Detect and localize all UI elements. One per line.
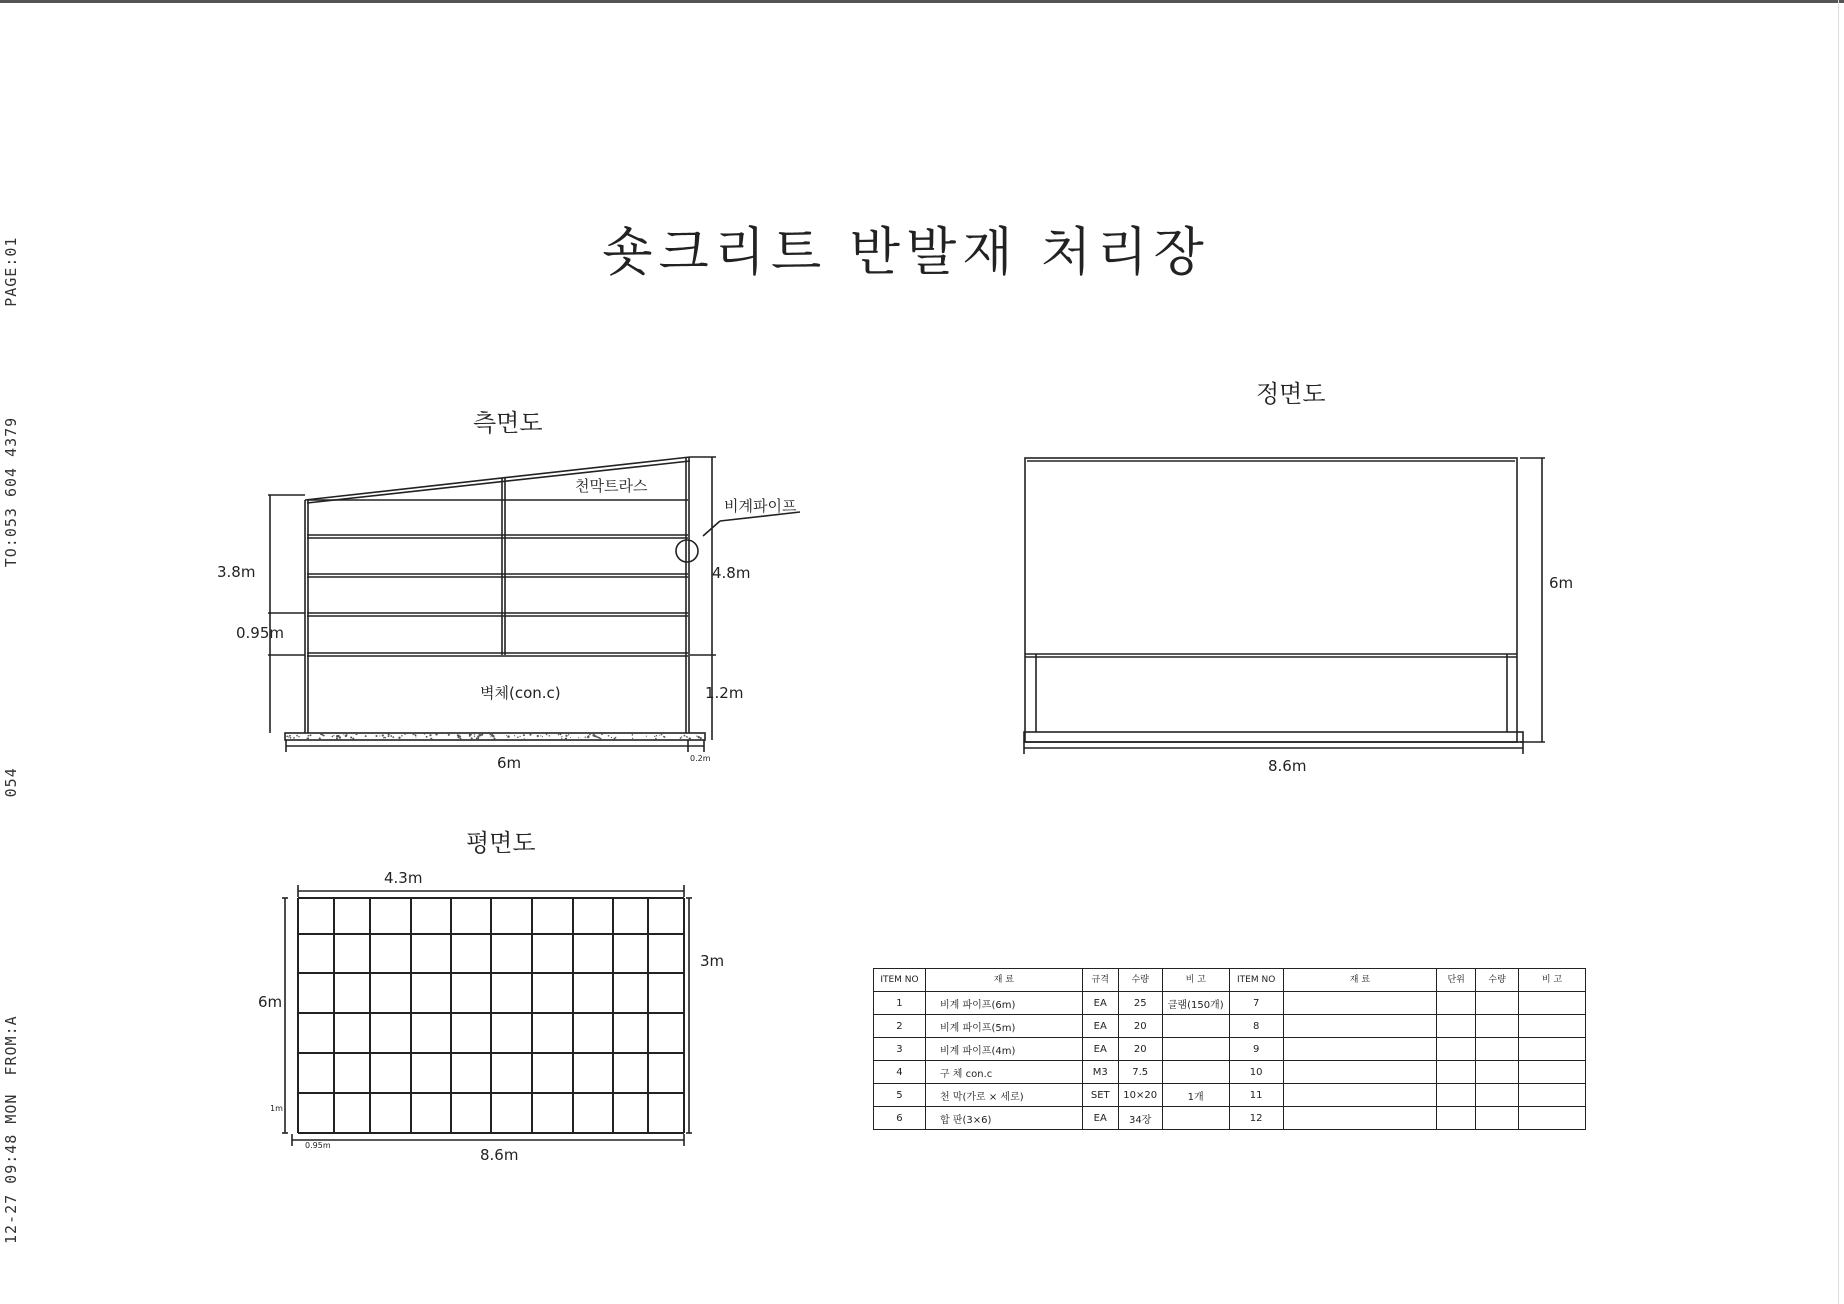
table-cell (1162, 1015, 1229, 1038)
hatch-dot (477, 735, 479, 737)
table-cell: 5 (874, 1084, 926, 1107)
table-header-cell: ITEM NO (874, 969, 926, 992)
table-cell: 8 (1229, 1015, 1283, 1038)
wall-label: 벽체(con.c) (480, 684, 561, 702)
front-width-label: 8.6m (1268, 757, 1307, 775)
hatch-dot (587, 736, 590, 739)
hatch-dot (308, 735, 310, 737)
hatch-dot (379, 735, 380, 736)
hatch-dot (337, 735, 339, 737)
table-cell: EA (1082, 1015, 1118, 1038)
table-cell: M3 (1082, 1061, 1118, 1084)
small-dim-label: 0.2m (690, 754, 711, 763)
hatch-dot (565, 738, 567, 740)
table-cell (1476, 992, 1519, 1015)
hatch-dot (460, 738, 462, 740)
hatch-dot (290, 737, 292, 739)
hatch-dot (448, 734, 450, 736)
hatch-dot (415, 734, 417, 736)
plan-bottom-small-label: 0.95m (305, 1141, 331, 1150)
table-cell (1437, 1038, 1476, 1061)
hatch-dot (689, 737, 691, 739)
truss-label: 천막트라스 (575, 477, 648, 495)
plan-right-label: 3m (700, 952, 725, 970)
hatch-dot (490, 736, 491, 737)
table-cell: 합 판(3×6) (925, 1107, 1082, 1130)
hatch-dot (375, 735, 377, 737)
front-view-drawing (1024, 458, 1545, 754)
hatch-dot (700, 737, 702, 739)
hatch-dot (523, 734, 525, 736)
hatch-dot (489, 734, 491, 736)
table-cell (1437, 1015, 1476, 1038)
table-cell: 1개 (1162, 1084, 1229, 1107)
hatch-dot (696, 736, 697, 737)
hatch-dot (385, 737, 386, 738)
hatch-dot (568, 734, 569, 735)
hatch-dot (474, 735, 475, 736)
table-header-cell: 재 료 (925, 969, 1082, 992)
fax-from: FROM:A (2, 1015, 20, 1076)
hatch-dot (336, 737, 338, 739)
table-row (874, 1038, 1586, 1061)
hatch-dot (288, 737, 289, 738)
table-row (874, 1061, 1586, 1084)
hatch-dot (517, 736, 519, 738)
fax-datetime: 12-27 09:48 MON (2, 1093, 20, 1244)
hatch-dot (426, 736, 428, 738)
table-header-cell: ITEM NO (1229, 969, 1283, 992)
hatch-dot (415, 737, 416, 738)
hatch-dot (540, 735, 541, 736)
fax-page: PAGE:01 (2, 236, 20, 307)
table-cell: 4 (874, 1061, 926, 1084)
hatch-dot (537, 735, 539, 737)
table-cell (1519, 992, 1586, 1015)
table-cell: 6 (874, 1107, 926, 1130)
table-cell (1283, 1015, 1437, 1038)
table-cell (1437, 1107, 1476, 1130)
table-header-cell: 수량 (1476, 969, 1519, 992)
side-view-drawing (268, 457, 800, 752)
hatch-dot (298, 736, 299, 737)
table-cell: EA (1082, 1038, 1118, 1061)
table-cell: 비계 파이프(5m) (925, 1015, 1082, 1038)
hatch-dot (585, 736, 586, 737)
table-header-cell: 수량 (1118, 969, 1162, 992)
hatch-dot (469, 733, 472, 736)
hatch-dot (324, 735, 325, 736)
hatch-dot (654, 736, 655, 737)
table-cell: 3 (874, 1038, 926, 1061)
table-header-cell: 단위 (1437, 969, 1476, 992)
table-cell (1476, 1038, 1519, 1061)
table-cell: 7.5 (1118, 1061, 1162, 1084)
hatch-dot (289, 735, 291, 737)
table-cell (1476, 1107, 1519, 1130)
hatch-dot (430, 738, 432, 740)
hatch-dot (471, 737, 473, 739)
hatch-dot (646, 736, 647, 737)
hatch-dot (684, 735, 686, 737)
hatch-dot (343, 734, 344, 735)
table-header-cell: 비 고 (1519, 969, 1586, 992)
hatch-dot (333, 735, 334, 736)
hatch-dot (549, 735, 550, 736)
table-cell: 비계 파이프(4m) (925, 1038, 1082, 1061)
hatch-dot (388, 734, 390, 736)
hatch-dot (519, 736, 520, 737)
hatch-dot (655, 738, 657, 740)
table-cell: 25 (1118, 992, 1162, 1015)
table-cell (1476, 1084, 1519, 1107)
hatch-dot (560, 734, 562, 736)
hatch-dot (382, 734, 384, 736)
table-cell (1162, 1038, 1229, 1061)
hatch-dot (608, 735, 610, 737)
hatch-dot (388, 735, 390, 737)
hatch-dot (546, 734, 548, 736)
table-cell (1283, 1061, 1437, 1084)
plan-top-label: 4.3m (384, 869, 423, 887)
table-cell: 천 막(가로 × 세로) (925, 1084, 1082, 1107)
front-view-title: 정면도 (1256, 380, 1326, 408)
hatch-dot (350, 736, 352, 738)
table-cell (1162, 1061, 1229, 1084)
table-cell (1162, 1107, 1229, 1130)
table-cell: 10 (1229, 1061, 1283, 1084)
table-cell (1437, 1084, 1476, 1107)
hatch-dot (404, 733, 406, 735)
table-cell (1283, 992, 1437, 1015)
hatch-dot (529, 734, 531, 736)
hatch-dot (493, 735, 495, 737)
hatch-dot (479, 734, 481, 736)
hatch-dot (578, 737, 579, 738)
table-cell: 1 (874, 992, 926, 1015)
drawing-title: 숏크리트 반발재 처리장 (602, 223, 1210, 283)
table-cell: 10×20 (1118, 1084, 1162, 1107)
plan-left-label: 6m (258, 993, 283, 1011)
table-cell: EA (1082, 1107, 1118, 1130)
hatch-dot (681, 736, 682, 737)
table-cell: 비계 파이프(6m) (925, 992, 1082, 1015)
side-view-title: 측면도 (473, 409, 543, 437)
table-cell: EA (1082, 992, 1118, 1015)
height-right-label: 4.8m (712, 564, 751, 582)
front-height-label: 6m (1549, 574, 1574, 592)
hatch-dot (561, 736, 562, 737)
hatch-dot (319, 738, 320, 739)
hatch-dot (664, 736, 666, 738)
hatch-dot (390, 735, 392, 737)
hatch-dot (474, 734, 475, 735)
plan-bottom-label: 8.6m (480, 1146, 519, 1164)
hatch-dot (656, 735, 657, 736)
table-cell: SET (1082, 1084, 1118, 1107)
table-cell: 7 (1229, 992, 1283, 1015)
height-left-label: 3.8m (217, 563, 256, 581)
table-cell: 구 체 con.c (925, 1061, 1082, 1084)
hatch-dot (398, 737, 400, 739)
fax-code: 054 (2, 767, 20, 798)
hatch-dot (435, 733, 437, 735)
hatch-dot (565, 735, 567, 737)
hatch-dot (413, 733, 415, 735)
hatch-dot (632, 738, 633, 739)
table-cell (1437, 1061, 1476, 1084)
table-cell (1476, 1015, 1519, 1038)
hatch-dot (558, 734, 559, 735)
fax-to: TO:053 604 4379 (2, 416, 20, 568)
hatch-dot (542, 736, 543, 737)
hatch-dot (493, 737, 495, 739)
table-row (874, 992, 1586, 1015)
hatch-dot (601, 733, 603, 735)
table-cell: 9 (1229, 1038, 1283, 1061)
table-cell (1283, 1084, 1437, 1107)
table-cell (1437, 992, 1476, 1015)
hatch-dot (332, 736, 334, 738)
plan-view-drawing (298, 898, 684, 1133)
table-cell (1519, 1107, 1586, 1130)
hatch-dot (506, 735, 507, 736)
hatch-dot (561, 738, 562, 739)
table-cell (1283, 1107, 1437, 1130)
table-cell (1519, 1015, 1586, 1038)
hatch-dot (611, 737, 612, 738)
plan-view-title: 평면도 (466, 829, 536, 857)
table-cell: 2 (874, 1015, 926, 1038)
hatch-dot (392, 736, 394, 738)
side-width-label: 6m (497, 754, 522, 772)
hatch-dot (457, 734, 459, 736)
hatch-dot (661, 734, 663, 736)
hatch-dot (659, 735, 660, 736)
table-cell (1519, 1084, 1586, 1107)
table-row (874, 1107, 1586, 1130)
hatch-dot (600, 738, 602, 740)
table-header-cell: 규격 (1082, 969, 1118, 992)
wall-height-label: 1.2m (705, 684, 744, 702)
hatch-dot (570, 737, 571, 738)
plan-view-dimensions (282, 885, 692, 1146)
hatch-dot (352, 738, 354, 740)
hatch-dot (698, 737, 699, 738)
table-cell: 12 (1229, 1107, 1283, 1130)
hatch-dot (293, 737, 295, 739)
hatch-dot (686, 736, 688, 738)
material-table (873, 968, 1586, 1130)
hatch-dot (514, 735, 515, 736)
hatch-dot (491, 734, 493, 736)
hatch-dot (310, 734, 312, 736)
hatch-dot (346, 734, 348, 736)
plan-left-small-label: 1m (270, 1104, 283, 1113)
table-cell: 20 (1118, 1038, 1162, 1061)
table-cell (1519, 1038, 1586, 1061)
table-cell (1519, 1061, 1586, 1084)
hatch-dot (524, 738, 525, 739)
table-row (874, 1084, 1586, 1107)
hatch-dot (424, 734, 425, 735)
table-row (874, 1015, 1586, 1038)
hatch-dot (632, 734, 634, 736)
hatch-dot (401, 735, 403, 737)
hatch-dot (680, 737, 682, 739)
spacing-label: 0.95m (236, 624, 285, 642)
hatch-dot (615, 737, 616, 738)
table-header-cell: 재 료 (1283, 969, 1437, 992)
hatch-dot (365, 735, 367, 737)
material-table-header (874, 969, 1586, 992)
hatch-dot (588, 735, 589, 736)
table-cell: 클램(150개) (1162, 992, 1229, 1015)
hatch-dot (429, 734, 431, 736)
hatch-dot (286, 736, 288, 738)
ground-hatch (286, 733, 702, 740)
hatch-dot (478, 738, 479, 739)
table-cell: 11 (1229, 1084, 1283, 1107)
hatch-dot (589, 734, 591, 736)
table-cell: 34장 (1118, 1107, 1162, 1130)
hatch-dot (507, 735, 510, 738)
hatch-dot (383, 737, 384, 738)
table-cell (1283, 1038, 1437, 1061)
hatch-dot (595, 736, 597, 738)
table-header-cell: 비 고 (1162, 969, 1229, 992)
table-cell: 20 (1118, 1015, 1162, 1038)
hatch-dot (355, 733, 357, 735)
hatch-dot (296, 735, 298, 737)
hatch-dot (307, 737, 310, 740)
table-cell (1476, 1061, 1519, 1084)
pipe-label: 비계파이프 (724, 497, 797, 515)
